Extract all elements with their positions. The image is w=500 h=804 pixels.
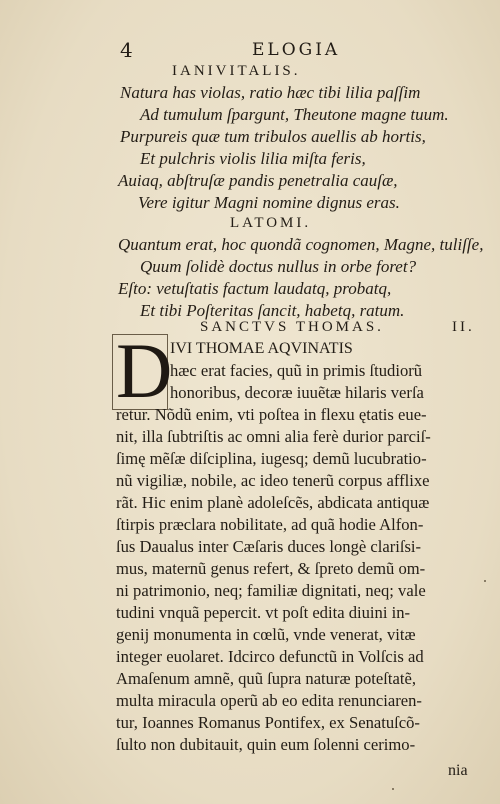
- section-heading-latomi: LATOMI.: [230, 215, 312, 231]
- page-number: 4: [120, 38, 133, 62]
- prose-line: honoribus, decoræ iuuẽtæ hilaris verſa: [170, 383, 424, 402]
- prose-line: ſulto non dubitauit, quin eum ſolenni cerimo-: [116, 735, 416, 754]
- section-number: II.: [452, 319, 475, 335]
- prose-line: ſimę mẽſæ diſciplina, iugesq; demũ lucubratio-: [116, 449, 427, 468]
- verse-line: Purpureis quæ tum tribulos auellis ab hortis,: [120, 127, 426, 146]
- verse-line: Vere igitur Magni nomine dignus eras.: [138, 193, 400, 212]
- prose-line: rãt. Hic enim planè adoleſcẽs, abdicata antiquæ: [116, 493, 430, 512]
- prose-line: integer euolaret. Idcirco defunctũ in Volſcis ad: [116, 647, 424, 666]
- dropcap-letter: D: [116, 327, 173, 414]
- verse-line: Auiaq, abſtruſæ pandis penetralia cauſæ,: [118, 171, 398, 190]
- ink-speck: [392, 788, 394, 790]
- verse-line: Quum ſolidè doctus nullus in orbe foret?: [140, 257, 417, 276]
- catchword: nia: [448, 762, 468, 779]
- prose-line: Amaſenum amnẽ, quũ ſupra naturæ poteſtatẽ,: [116, 669, 416, 688]
- verse-line: Quantum erat, hoc quondã cognomen, Magne, tuliſſe,: [118, 235, 484, 254]
- prose-line: ni patrimonio, neq; familiæ dignitati, neq; vale: [116, 581, 426, 600]
- prose-line: mus, maternũ genus refert, & ſpreto demũ om-: [116, 559, 426, 578]
- prose-line: tudini vnquã pepercit. vt poſt edita diuini in-: [116, 603, 411, 622]
- prose-line: genij monumenta in cœlũ, vnde venerat, vitæ: [116, 625, 416, 644]
- verse-line: Et pulchris violis lilia miſta feris,: [140, 149, 366, 168]
- page-header: [0, 38, 500, 62]
- prose-line: nũ vigiliæ, nobile, ac ideo tenerũ corpus afflixe: [116, 471, 430, 490]
- verse-line: Natura has violas, ratio hæc tibi lilia paſſim: [120, 83, 421, 102]
- section-heading-ianivitalis: IANIVITALIS.: [172, 63, 301, 79]
- prose-line: hæc erat facies, quũ in primis ſtudiorũ: [170, 361, 423, 380]
- prose-line: nit, illa ſubtriſtis ac omni alia ferè durior parciſ-: [116, 427, 431, 446]
- running-title: ELOGIA: [252, 40, 341, 60]
- prose-line: ſus Daualus inter Cæſaris duces longè clariſsi-: [116, 537, 422, 556]
- prose-line: IVI THOMAE AQVINATIS: [170, 340, 353, 357]
- verse-line: Ad tumulum ſpargunt, Theutone magne tuum.: [140, 105, 449, 124]
- prose-line: ſtirpis præclara nobilitate, ad quã hodie Alfon-: [116, 515, 424, 534]
- ink-speck: [484, 580, 486, 582]
- verse-line: Eſto: vetuſtatis factum laudatq, probatq,: [118, 279, 392, 298]
- prose-line: retur. Nõdũ enim, vti poſtea in flexu ętatis eue-: [116, 405, 427, 424]
- verse-line: Et tibi Poſteritas ſancit, habetq, ratum.: [140, 301, 405, 320]
- section-heading-sanctus-thomas: SANCTVS THOMAS.: [200, 319, 384, 335]
- prose-line: multa miracula operũ ab eo edita renunciaren-: [116, 691, 422, 710]
- prose-line: tur, Ioannes Romanus Pontifex, ex Senatuſcõ-: [116, 713, 420, 732]
